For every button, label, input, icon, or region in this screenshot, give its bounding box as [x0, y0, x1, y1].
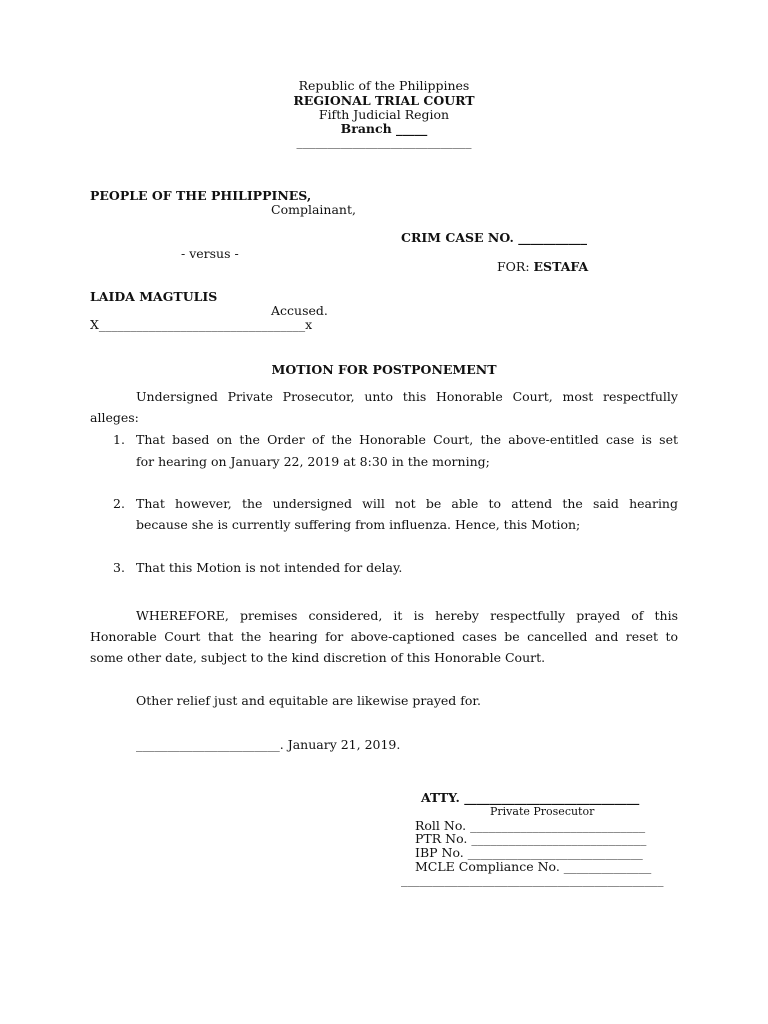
- plaintiff-name: PEOPLE OF THE PHILIPPINES,: [90, 188, 312, 203]
- other-relief: Other relief just and equitable are likewise prayed for.: [136, 693, 481, 708]
- prayer-line-1: WHEREFORE, premises considered, it is hereby respectfully prayed of this: [136, 608, 678, 623]
- attorney-role: Private Prosecutor: [490, 805, 595, 818]
- republic-line: Republic of the Philippines: [298, 78, 470, 93]
- accused-role: Accused.: [271, 303, 328, 318]
- ptr-number: PTR No. ____________________________: [415, 831, 647, 846]
- court-name: REGIONAL TRIAL COURT: [293, 93, 475, 108]
- ibp-number: IBP No. ____________________________: [415, 845, 643, 860]
- roll-number: Roll No. ____________________________: [415, 818, 646, 833]
- attorney-signature-line: ATTY. ____________________________: [421, 790, 640, 805]
- allegation-1-line-2: for hearing on January 22, 2019 at 8:30 in the morning;: [136, 454, 490, 469]
- caption-closing-line: X_________________________________x: [90, 317, 313, 332]
- branch-line: Branch _____: [340, 121, 428, 136]
- date-line: _______________________. January 21, 2019.: [136, 737, 401, 752]
- allegation-2-line-2: because she is currently suffering from influenza. Hence, this Motion;: [136, 517, 581, 532]
- for-label: FOR:: [497, 259, 534, 274]
- mcle-compliance-number: MCLE Compliance No. ______________: [415, 859, 652, 874]
- allegation-1-number: 1.: [113, 432, 125, 447]
- allegation-3-number: 3.: [113, 560, 125, 575]
- allegation-2-line-1: That however, the undersigned will not be able to attend the said hearing: [136, 496, 678, 511]
- prayer-line-3: some other date, subject to the kind discretion of this Honorable Court.: [90, 650, 546, 665]
- case-number: CRIM CASE NO. ___________: [401, 230, 587, 245]
- document-title: MOTION FOR POSTPONEMENT: [271, 362, 497, 377]
- for-offense: [497, 259, 588, 274]
- header-rule: ____________________________: [296, 134, 472, 149]
- allegation-3-line-1: That this Motion is not intended for delay.: [136, 560, 403, 575]
- versus-line: - versus -: [181, 246, 239, 261]
- allegation-2-number: 2.: [113, 496, 125, 511]
- accused-name: LAIDA MAGTULIS: [90, 289, 218, 304]
- prayer-line-2: Honorable Court that the hearing for above-captioned cases be cancelled and reset to: [90, 629, 678, 644]
- offense-value: ESTAFA: [533, 259, 589, 274]
- allegation-1-line-1: That based on the Order of the Honorable Court, the above-entitled case is set: [136, 432, 678, 447]
- plaintiff-role: Complainant,: [271, 202, 356, 217]
- signature-rule: __________________________________________: [401, 872, 664, 887]
- intro-line-1: Undersigned Private Prosecutor, unto this Honorable Court, most respectfully: [136, 389, 678, 404]
- judicial-region: Fifth Judicial Region: [318, 107, 450, 122]
- intro-line-2: alleges:: [90, 410, 139, 425]
